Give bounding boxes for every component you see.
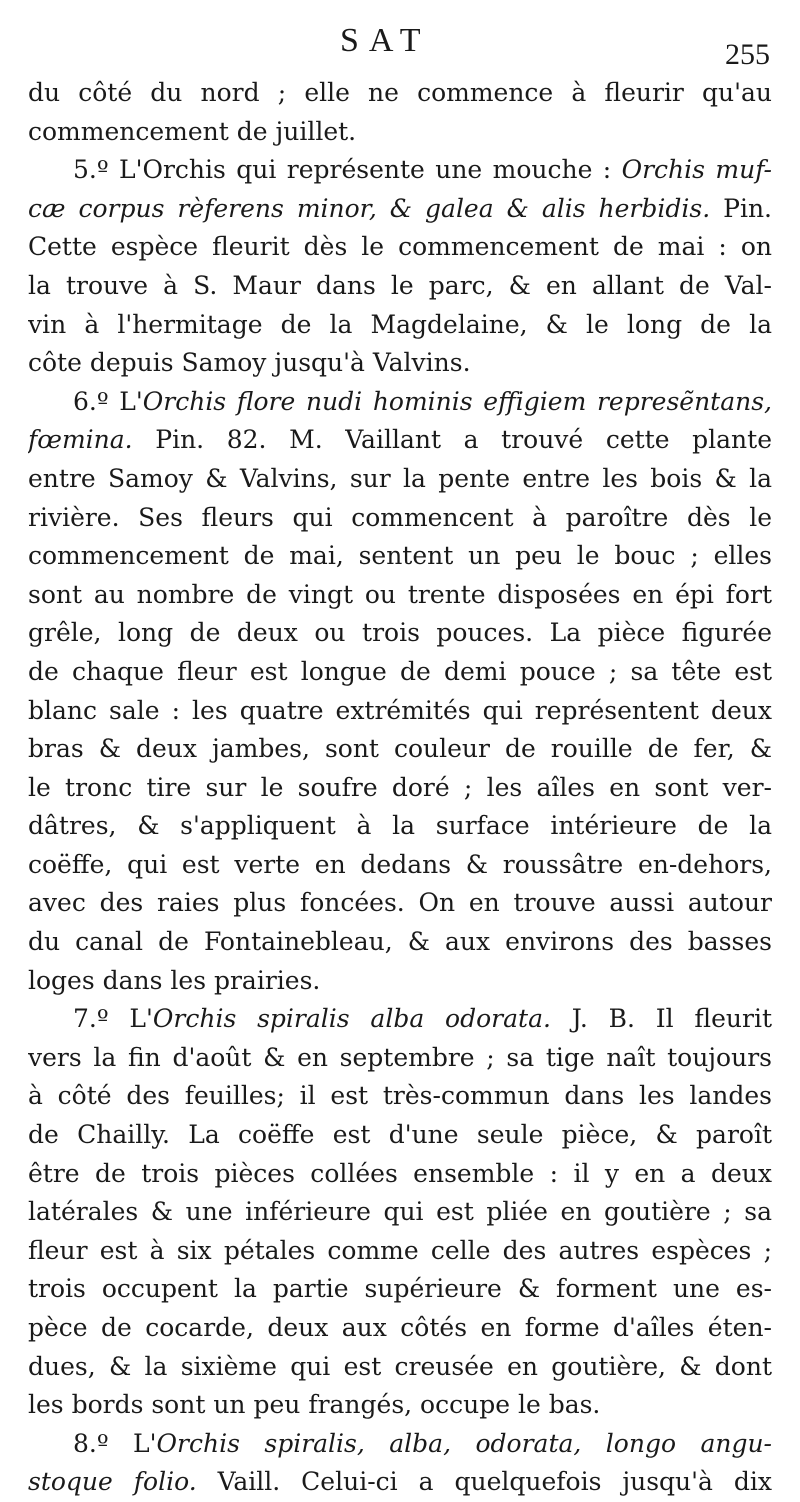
text-run: de Chailly. La coëffe est d'une seule pièce, & paroît: [28, 1120, 772, 1150]
text-line: [28, 962, 772, 1001]
text-run: Vaill. Celui-ci a quelquefois jusqu'à dix: [196, 1467, 772, 1497]
italic-text-run: stoque folio.: [28, 1467, 197, 1497]
text-run: commencement de mai, sentent un peu le bouc ; elles: [28, 541, 772, 571]
text-run: du côté du nord ; elle ne commence à fleurir qu'au: [28, 78, 772, 107]
text-line: [28, 576, 772, 615]
text-run: dues, & la sixième qui est creusée en goutière, & dont: [28, 1351, 772, 1381]
text-line: [28, 499, 772, 538]
text-run: la trouve à S. Maur dans le parc, & en allant de Val-: [28, 270, 772, 300]
text-run: vin à l'hermitage de la Magdelaine, & le long de la: [28, 309, 772, 339]
italic-text-run: Orchis spiralis, alba, odorata, longo angu-: [156, 1428, 772, 1458]
text-run: 5.º L'Orchis qui représente une mouche :: [73, 155, 622, 185]
text-run: grêle, long de deux ou trois pouces. La pièce figurée: [28, 618, 772, 648]
text-line: [28, 306, 772, 345]
text-run: commencement de juillet.: [28, 116, 357, 146]
text-run: être de trois pièces collées ensemble : il y en a deux: [28, 1158, 772, 1188]
text-run: rivière. Ses fleurs qui commencent à paroître dès le: [28, 502, 772, 532]
text-run: côte depuis Samoy jusqu'à Valvins.: [28, 348, 471, 378]
text-run: 8.º L': [73, 1428, 157, 1458]
page-number: 255: [725, 38, 770, 71]
text-line: [28, 730, 772, 769]
text-line: [28, 1463, 772, 1502]
text-line: [28, 344, 772, 383]
text-run: du canal de Fontainebleau, & aux environs des basses: [28, 927, 772, 957]
text-run: le tronc tire sur le soufre doré ; les aîles en sont ver-: [28, 772, 772, 802]
text-run: sont au nombre de vingt ou trente disposées en épi fort: [28, 579, 772, 609]
text-line: [28, 923, 772, 962]
text-line: [28, 1193, 772, 1232]
text-run: vers la fin d'août & en septembre ; sa tige naît toujours: [28, 1042, 772, 1072]
text-line: [28, 267, 772, 306]
body-text: [28, 74, 772, 1502]
text-line: [28, 228, 772, 267]
text-run: blanc sale : les quatre extrémités qui représentent deux: [28, 695, 772, 725]
text-line: [28, 846, 772, 885]
text-line: [28, 1155, 772, 1194]
text-line: [28, 1000, 772, 1039]
text-run: Pin.: [710, 193, 772, 223]
text-line: [28, 1039, 772, 1078]
text-run: dâtres, & s'appliquent à la surface intérieure de la: [28, 811, 772, 841]
text-run: à côté des feuilles; il est très-commun dans les landes: [28, 1081, 772, 1111]
text-run: 7.º L': [73, 1004, 153, 1034]
text-line: [28, 537, 772, 576]
text-run: avec des raies plus foncées. On en trouve aussi autour: [28, 888, 772, 918]
text-line: [28, 151, 772, 190]
text-run: Pin. 82. M. Vaillant a trouvé cette plante: [132, 425, 772, 455]
text-line: [28, 1232, 772, 1271]
text-line: [28, 692, 772, 731]
text-run: les bords sont un peu frangés, occupe le bas.: [28, 1390, 601, 1420]
text-run: latérales & une inférieure qui est pliée en goutière ; sa: [28, 1197, 772, 1227]
text-line: [28, 460, 772, 499]
text-run: trois occupent la partie supérieure & forment une es-: [28, 1274, 772, 1304]
italic-text-run: Orchis flore nudi hominis effigiem represẽntans,: [142, 386, 772, 416]
text-line: [28, 1386, 772, 1425]
text-run: Cette espèce fleurit dès le commencement de mai : on: [28, 232, 772, 262]
text-line: [28, 614, 772, 653]
text-line: [28, 113, 772, 152]
text-run: 6.º L': [73, 386, 143, 416]
text-line: [28, 1348, 772, 1387]
text-run: entre Samoy & Valvins, sur la pente entre les bois & la: [28, 463, 772, 493]
italic-text-run: fœmina.: [28, 425, 133, 455]
text-line: [28, 383, 772, 422]
text-run: pèce de cocarde, deux aux côtés en forme d'aîles éten-: [28, 1313, 772, 1342]
text-line: [28, 807, 772, 846]
text-run: J. B. Il fleurit: [550, 1004, 772, 1034]
text-line: [28, 1270, 772, 1309]
text-line: [28, 769, 772, 808]
text-run: fleur est à six pétales comme celle des autres espèces ;: [28, 1235, 772, 1265]
running-head: SAT: [340, 22, 431, 59]
italic-text-run: Orchis spiralis alba odorata.: [152, 1004, 551, 1034]
text-line: [28, 653, 772, 692]
text-line: [28, 1309, 772, 1348]
text-line: [28, 190, 772, 229]
text-run: bras & deux jambes, sont couleur de rouille de fer, &: [28, 734, 772, 764]
text-line: [28, 1116, 772, 1155]
text-line: [28, 1077, 772, 1116]
text-line: [28, 421, 772, 460]
italic-text-run: cæ corpus rèferens minor, & galea & alis herbidis.: [28, 193, 711, 223]
text-line: [28, 1425, 772, 1464]
page-header: [0, 22, 800, 70]
text-line: [28, 74, 772, 113]
text-run: coëffe, qui est verte en dedans & roussâtre en-dehors,: [28, 849, 772, 879]
text-run: loges dans les prairies.: [28, 965, 321, 995]
text-line: [28, 884, 772, 923]
text-run: de chaque fleur est longue de demi pouce ; sa tête est: [28, 656, 772, 686]
italic-text-run: Orchis muf-: [621, 155, 772, 185]
